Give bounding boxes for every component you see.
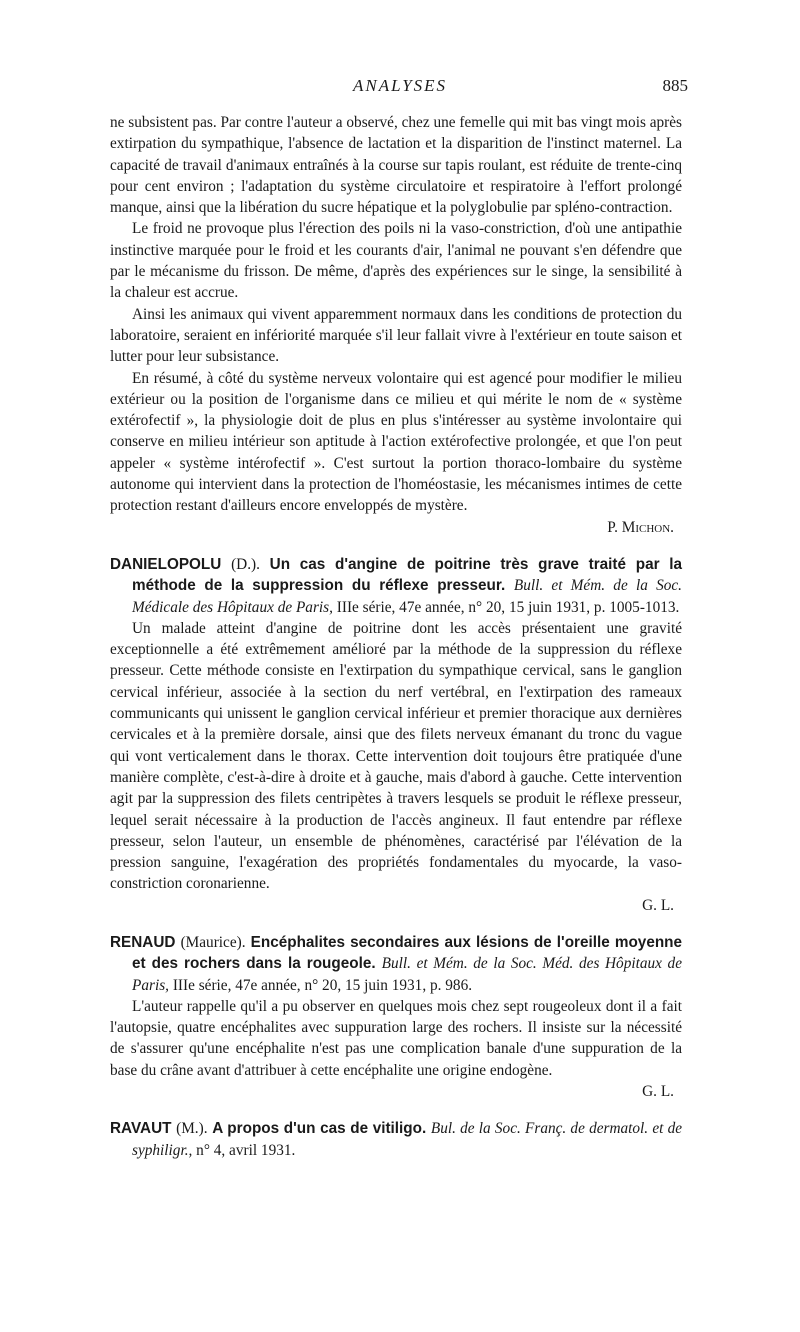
intro-paragraph: Le froid ne provoque plus l'érection des poils ni la vaso-constriction, d'où une antipathie instinctive marquée pour le froid et les courants d'air, l'animal ne pouvant s'en défendre que par le mécanisme du frisson. De même, d'après des expériences sur le singe, la sensibilité à la chaleur est accrue.: [110, 220, 682, 302]
citation: IIIe série, 47e année, n° 20, 15 juin 1931, p. 986.: [172, 976, 473, 994]
abstract-heading: [110, 554, 682, 618]
running-head: ANALYSES: [352, 76, 448, 95]
abstract-danielopolu: [110, 554, 682, 916]
journal-name: Bul. de la Soc. Franç. de dermatol. et de syphiligr.,: [132, 1120, 683, 1159]
abstract-title: A propos d'un cas de vitiligo.: [212, 1120, 427, 1138]
abstract-text: Un malade atteint d'angine de poitrine dont les accès présentaient une gravité exceptionnelle a été extrêmement amélioré par la méthode de la suppression du réflexe presseur. Cette méthode consiste en l'extirpation du sympathique cervical, sans le ganglion cervical inférieur, associée à la section du nerf vertébral, en l'extirpation des rameaux communicants qui unissent le ganglion cervical inférieur et premier thoracique aux dernières cervicales et à la première dorsale, ainsi que des filets nerveux émanant du tronc du vague qui vont verticalement dans le thorax. Cette intervention doit toujours être pratiquée d'une manière complète, c'est-à-dire à droite et à gauche, mais d'abord à gauche. Cette intervention agit par la suppression des filets centripètes à travers lesquels se produit le réflexe presseur, lequel serait nécessaire à la production de l'accès angineux. Il faut entendre par réflexe presseur, selon l'auteur, un ensemble de phénomènes, caractérisé par l'élévation de la pression sanguine, l'exagération des propriétés fondamentales du myocarde, la vaso-constriction coronarienne.: [110, 619, 682, 893]
abstract-ravaut: [110, 1118, 682, 1161]
intro-paragraph: ne subsistent pas. Par contre l'auteur a observé, chez une femelle qui mit bas vingt mois après extirpation du sympathique, l'absence de lactation et la disparition de l'instinct maternel. La capacité de travail d'animaux entraînés à la course sur tapis roulant, est réduite de trente-cinq pour cent environ ; l'adaptation du système circulatoire et respiratoire à l'effort prolongé manque, ainsi que la libération du sucre hépatique et la polyglobulie par spléno-contraction.: [110, 114, 682, 217]
page-number: 885: [662, 76, 688, 95]
abstract-title: Un cas d'angine de poitrine très grave traité par la méthode de la suppression du réflexe presseur.: [132, 555, 683, 595]
abstract-initials: (D.).: [231, 555, 260, 573]
intro-signature: P. Michon.: [607, 518, 674, 536]
citation: IIIe série, 47e année, n° 20, 15 juin 1931, p. 1005-1013.: [336, 598, 680, 616]
abstract-signature: G. L.: [642, 1083, 674, 1101]
abstract-initials: (Maurice).: [180, 933, 246, 951]
abstract-renaud: [110, 932, 682, 1102]
abstract-heading: [110, 1118, 682, 1161]
abstract-signature: G. L.: [642, 896, 674, 914]
abstract-author: RAVAUT: [110, 1120, 172, 1138]
page-body: [110, 112, 682, 1161]
abstract-author: DANIELOPOLU: [110, 555, 222, 573]
intro-paragraph: En résumé, à côté du système nerveux volontaire qui est agencé pour modifier le milieu extérieur ou la position de l'organisme dans ce milieu et qui mérite le nom de « système extérofectif », la physiologie doit de plus en plus s'intéresser au système involontaire qui conserve en milieu intérieur son aptitude à l'action extérofective prolongée, et que l'on peut appeler « système intérofectif ». C'est surtout la portion thoraco-lombaire du système autonome qui intervient dans la protection de l'homéostasie, les mécanismes intimes de cette protection restant d'ailleurs encore enveloppés de mystère.: [110, 369, 682, 515]
abstract-initials: (M.).: [176, 1120, 208, 1138]
journal-name: Bull. et Mém. de la Soc. Médicale des Hôpitaux de Paris,: [132, 577, 682, 616]
abstract-title: Encéphalites secondaires aux lésions de l'oreille moyenne et des rochers dans la rougeole.: [132, 933, 683, 973]
intro-paragraph: Ainsi les animaux qui vivent apparemment normaux dans les conditions de protection du laboratoire, seraient en infériorité marquée s'il leur fallait vivre à l'extérieur en toute saison et lutter pour leur subsistance.: [110, 305, 682, 366]
abstract-text: L'auteur rappelle qu'il a pu observer en quelques mois chez sept rougeoleux dont il a fait l'autopsie, quatre encéphalites avec suppuration large des rochers. Il insiste sur la nécessité de s'assurer qu'une encéphalite n'est pas une complication banale d'une suppuration de la base du crâne avant d'attribuer à cette encéphalite une origine endogène.: [110, 997, 682, 1079]
abstract-author: RENAUD: [110, 933, 176, 951]
citation: n° 4, avril 1931.: [196, 1141, 296, 1159]
journal-name: Bull. et Mém. de la Soc. Méd. des Hôpitaux de Paris,: [132, 955, 682, 994]
abstract-heading: [110, 932, 682, 996]
